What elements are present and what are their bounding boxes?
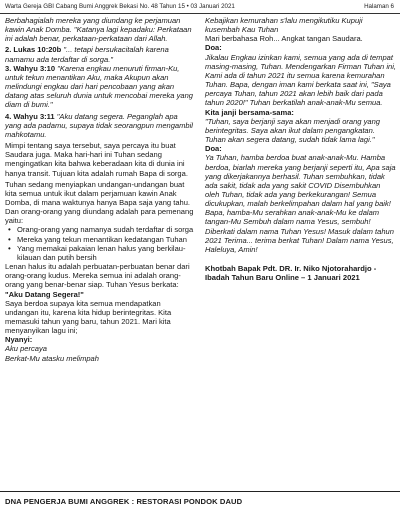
prayer-2-text: Ya Tuhan, hamba berdoa buat anak-anak-Mu. Hamba berdoa, biarlah mereka yang berjanji seperti itu, Apa saja yang dikerjakannya berhasil. Tuhan sembuhkan, tidak ada sakit, tidak ada yang sakit COVID Disembuhkan oleh Tuhan, tidak ada yang berkekurangan! Semua dicukupkan, malah berkelimpahan dalam hal yang baik! Bapa, hamba-Mu serahkan anak-anak-Mu ke dalam tangan-Mu Sembuh dalam nama Yesus, sembuh! Diberkati dalam nama Tuhan Yesus! Masuk dalam tahun 2021 Terima... terima berkat Tuhan! Dalam nama Yesus, Haleluya, Amin!: [205, 153, 396, 254]
prayer-2-label: Doa:: [205, 144, 222, 154]
prayer-1-text: Jikalau Engkau izinkan kami, semua yang ada di tempat masing-masing, Tuhan. Mendengarkan Firman Tuhan ini, Kami ada di tahun 2021 itu semua karena kemurahan Tuhan. Bapa, dengan iman kami berkata saat ini, "Saya percaya Tuhan, tahun 2021 akan lebih baik dari pada tahun 2020!" Tuhan berkatilah anak-anak-Mu semua.: [205, 52, 397, 108]
instruction-tongues: Mari berbahasa Roh... Angkat tangan Saudara.: [205, 34, 363, 44]
header-publication: Warta Gereja GBI Cabang Bumi Anggrek Bekasi No. 48 Tahun 15 • 03 Januari 2021: [5, 3, 235, 10]
body-paragraph-prayer: Saya berdoa supaya kita semua mendapatkan undangan itu, karena kita hidup berintegritas. Kita memasuki tahun yang baru, tahun 2021. Mari kita menyanyikan lagu ini;: [5, 298, 172, 336]
winners-list: [5, 225, 196, 262]
footer-banner: DNA PENGERJA BUMI ANGGREK : RESTORASI PONDOK DAUD: [5, 497, 243, 506]
song-label: Nyanyi:: [5, 335, 33, 345]
verse-2-ref: 2. Lukas 10:20b: [5, 45, 62, 55]
verse-4-text: "Aku datang segera. Peganglah apa yang ada padamu, supaya tidak seorangpun mengambil mahkotamu.: [5, 111, 193, 139]
promise-text: "Tuhan, saya berjanji saya akan menjadi orang yang berintegritas. Saya akan ikut dalam pengangkatan. Tuhan akan segera datang, sudah tidak lama lagi.": [205, 116, 380, 145]
song-line-2: Berkat-Mu atasku melimpah: [5, 353, 99, 363]
intro-paragraph: Berbahagialah mereka yang diundang ke perjamuan kawin Anak Domba. "Katanya lagi kepadaku: Perkataan ini adalah benar, perkataan-perkataan dari Allah.: [5, 16, 192, 44]
quote-coming-soon: "Aku Datang Segera!": [5, 289, 84, 299]
prayer-1-label: Doa:: [205, 43, 222, 53]
left-column: [5, 16, 196, 363]
verse-2: [5, 45, 196, 63]
verse-3-text: "Karena engkau menuruti firman-Ku, untuk tekun menantikan Aku, maka Akupun akan melindungi engkau dari hari pencobaan yang akan datang atas seluruh dunia untuk mencobai mereka yang diam di bumi.": [5, 63, 193, 110]
header-page-number: Halaman 6: [364, 3, 394, 10]
verse-4-ref: 4. Wahyu 3:11: [5, 111, 55, 121]
body-paragraph-invitations: Tuhan sedang menyiapkan undangan-undangan buat kita semua untuk ikut dalam perjamuan kawin Anak Domba, di mana waktunya hanya Bapa saja yang tahu. Dan orang-orang yang diundang adalah para pemenang yaitu:: [5, 179, 194, 226]
song-line-3: Kebajikan kemurahan s'lalu mengikutiku Kupuji kusembah Kau Tuhan: [205, 16, 363, 35]
list-item: • Mereka yang tekun menantikan kedatangan Tuhan: [5, 235, 196, 244]
verse-3: [5, 64, 196, 110]
verse-3-ref: 3. Wahyu 3:10: [5, 63, 56, 73]
verse-4: [5, 112, 196, 139]
song-line-1: Aku percaya: [5, 344, 47, 354]
body-paragraph-linen: Lenan halus itu adalah perbuatan-perbuatan benar dari orang-orang kudus. Mereka semua ini adalah orang-orang yang benar-benar siap. Tuhan Yesus berkata:: [5, 262, 190, 290]
list-item: • Orang-orang yang namanya sudah terdaftar di sorga: [5, 225, 196, 234]
verse-2-text: "... tetapi bersukacitalah karena namamu ada terdaftar di sorga.": [5, 45, 169, 64]
promise-label: Kita janji bersama-sama:: [205, 107, 294, 117]
footer-divider: [0, 491, 400, 492]
right-column: [205, 16, 396, 282]
sermon-signature: Khotbah Bapak Pdt. DR. Ir. Niko Njotorahardjo - Ibadah Tahun Baru Online – 1 Januari 2021: [205, 264, 377, 283]
list-item: • Yang memakai pakaian lenan halus yang berkilau-kilauan dan putih bersih: [5, 244, 196, 262]
page-header: [0, 0, 400, 14]
body-paragraph-dream: Mimpi tentang saya tersebut, saya percaya itu buat Saudara juga. Maka hari-hari ini Tuhan sedang mengingatkan kita bahwa keberadaan kita di dunia ini hanya transit. Tujuan kita adalah rumah Bapa di sorga.: [5, 141, 188, 178]
